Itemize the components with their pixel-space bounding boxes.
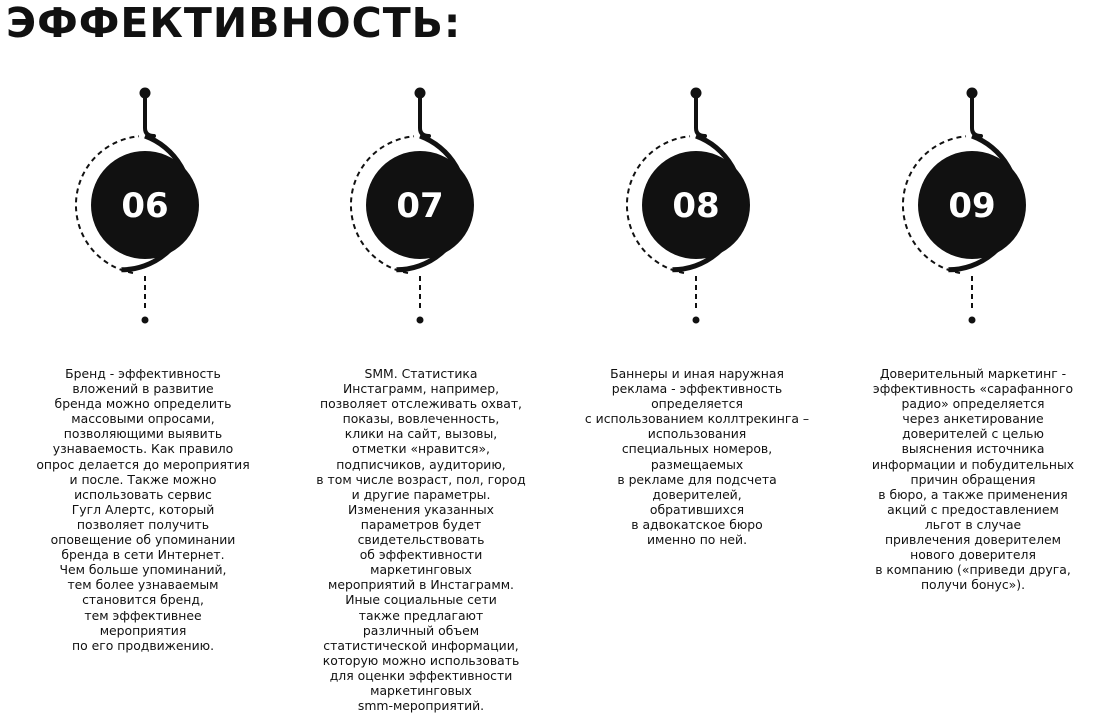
- step-08-description: [566, 366, 828, 547]
- connector-top-line: [420, 93, 429, 136]
- description-line: опрос делается до мероприятия: [36, 456, 250, 472]
- description-line: радио» определяется: [901, 396, 1045, 412]
- step-09-description: [842, 366, 1096, 592]
- description-line: в том числе возраст, пол, город: [316, 471, 526, 487]
- step-09-marker: [903, 88, 1026, 324]
- description-line: становится бренд,: [82, 592, 204, 608]
- description-line: smm-мероприятий.: [357, 698, 485, 714]
- description-line: показы, вовлеченность,: [342, 411, 500, 427]
- description-line: доверителей с целью: [902, 426, 1044, 442]
- description-line: позволяет отслеживать охват,: [320, 396, 522, 412]
- description-line: Баннеры и иная наружная: [610, 366, 784, 381]
- description-line: об эффективности: [359, 547, 483, 563]
- description-line: мероприятий в Инстаграмм.: [328, 577, 514, 593]
- description-line: эффективность «сарафанного: [872, 381, 1074, 397]
- connector-bottom-dot: [417, 317, 424, 324]
- connector-bottom-dot: [693, 317, 700, 324]
- step-07-marker: [351, 88, 474, 324]
- description-line: Иные социальные сети: [345, 592, 497, 608]
- description-line: также предлагают: [358, 607, 484, 623]
- step-07-description: [290, 366, 552, 713]
- description-line: Гугл Алертс, который: [71, 501, 215, 517]
- description-line: оповещение об упоминании: [50, 532, 236, 548]
- step-06-description: [12, 366, 274, 653]
- description-line: через анкетирование: [902, 411, 1044, 427]
- step-number: 09: [948, 186, 996, 226]
- description-line: Чем больше упоминаний,: [59, 562, 227, 578]
- connector-bottom-dot: [142, 317, 149, 324]
- connector-top-line: [972, 93, 981, 136]
- description-line: которую можно использовать: [322, 652, 520, 668]
- step-number: 07: [396, 186, 444, 226]
- step-number: 06: [121, 186, 169, 226]
- description-line: тем более узнаваемым: [67, 577, 219, 593]
- description-line: информации и побудительных: [871, 456, 1075, 472]
- description-line: свидетельствовать: [357, 532, 485, 548]
- description-line: узнаваемость. Как правило: [52, 441, 234, 457]
- description-line: обратившихся: [649, 501, 745, 517]
- description-line: Доверительный маркетинг -: [879, 366, 1067, 381]
- description-line: в бюро, а также применения: [878, 486, 1068, 502]
- step-number: 08: [672, 186, 720, 226]
- description-line: бренда можно определить: [54, 396, 232, 412]
- description-line: параметров будет: [360, 516, 482, 532]
- description-line: определяется: [651, 396, 743, 412]
- description-line: Изменения указанных: [347, 501, 494, 517]
- description-line: Инстаграмм, например,: [342, 381, 500, 397]
- connector-top-line: [696, 93, 705, 136]
- description-line: мероприятия: [99, 622, 187, 638]
- description-line: массовыми опросами,: [71, 411, 215, 427]
- step-08-marker: [627, 88, 750, 324]
- description-line: различный объем: [362, 622, 480, 638]
- description-line: для оценки эффективности: [329, 667, 513, 683]
- description-line: акций с предоставлением: [887, 501, 1059, 517]
- description-line: Бренд - эффективность: [65, 366, 221, 381]
- description-line: нового доверителя: [910, 547, 1036, 563]
- description-line: клики на сайт, вызовы,: [344, 426, 498, 442]
- description-line: позволяет получить: [76, 516, 210, 532]
- description-line: маркетинговых: [370, 682, 472, 698]
- description-line: доверителей,: [652, 486, 742, 502]
- description-line: и другие параметры.: [351, 486, 491, 502]
- description-line: статистической информации,: [323, 637, 519, 653]
- page-title: ЭФФЕКТИВНОСТЬ:: [6, 0, 462, 47]
- description-line: использовать сервис: [74, 486, 212, 502]
- description-line: бренда в сети Интернет.: [61, 547, 225, 563]
- description-line: и после. Также можно: [69, 471, 217, 487]
- description-line: позволяющими выявить: [63, 426, 223, 442]
- description-line: в рекламе для подсчета: [617, 471, 777, 487]
- description-line: реклама - эффективность: [611, 381, 783, 397]
- description-line: льгот в случае: [924, 516, 1022, 532]
- description-line: вложений в развитие: [72, 381, 214, 397]
- description-line: специальных номеров,: [621, 441, 773, 457]
- description-line: привлечения доверителем: [884, 532, 1062, 548]
- description-line: именно по ней.: [646, 532, 748, 548]
- description-line: тем эффективнее: [84, 607, 202, 623]
- description-line: отметки «нравится»,: [352, 441, 490, 457]
- description-line: маркетинговых: [370, 562, 472, 578]
- description-line: размещаемых: [650, 456, 744, 472]
- description-line: в адвокатское бюро: [631, 516, 763, 532]
- description-line: подписчиков, аудиторию,: [336, 456, 506, 472]
- description-line: SMM. Статистика: [364, 366, 478, 381]
- connector-bottom-dot: [969, 317, 976, 324]
- description-line: выяснения источника: [901, 441, 1045, 457]
- description-line: причин обращения: [910, 471, 1036, 487]
- description-line: по его продвижению.: [71, 637, 215, 653]
- connector-top-line: [145, 93, 154, 136]
- description-line: получи бонус»).: [920, 577, 1026, 593]
- description-line: с использованием коллтрекинга –: [584, 411, 810, 427]
- description-line: в компанию («приведи друга,: [875, 562, 1071, 578]
- description-line: использования: [647, 426, 747, 442]
- step-06-marker: [76, 88, 199, 324]
